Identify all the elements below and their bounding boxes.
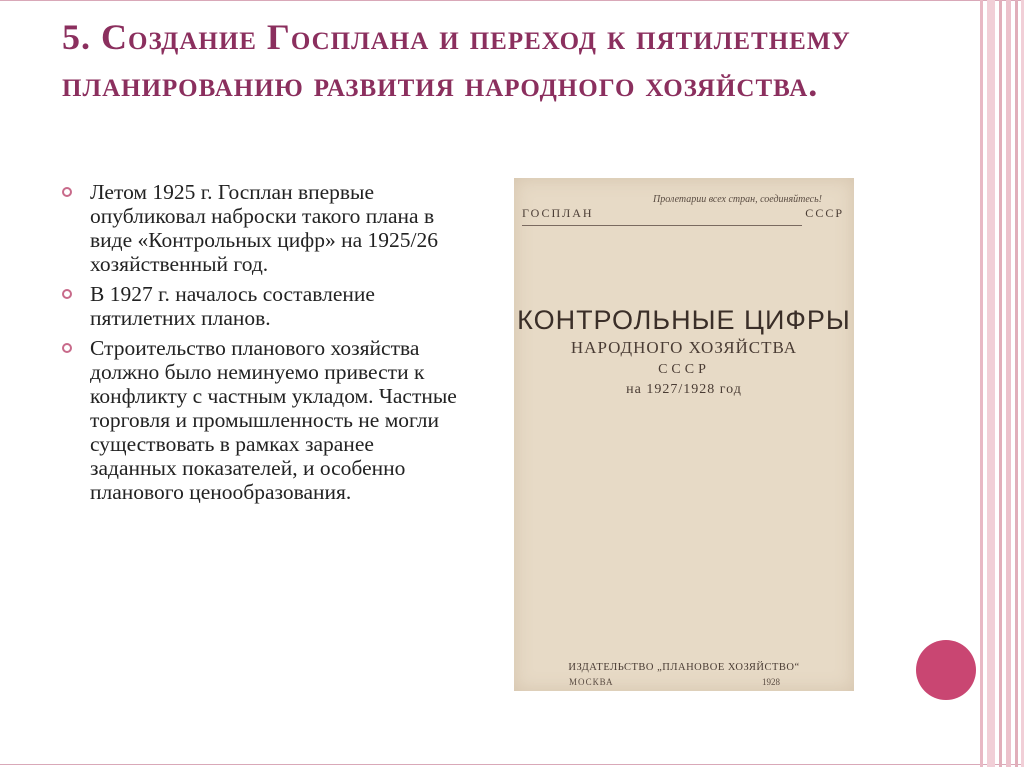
cover-pub-year: 1928: [762, 677, 780, 687]
decorative-stripes: [980, 0, 1024, 767]
cover-org: ГОСПЛАН СССР: [522, 206, 844, 220]
cover-rule: [522, 225, 802, 226]
bullet-list: [62, 180, 462, 510]
bullet-circle-icon: [62, 187, 72, 197]
cover-title: КОНТРОЛЬНЫЕ ЦИФРЫ: [517, 305, 851, 335]
decorative-circle: [916, 640, 976, 700]
cover-country: СССР: [658, 362, 710, 377]
list-item: [62, 282, 462, 330]
bullet-circle-icon: [62, 289, 72, 299]
list-item: [62, 336, 462, 504]
book-cover-image: [514, 178, 854, 691]
cover-city: МОСКВА: [569, 677, 614, 687]
bullet-text: Летом 1925 г. Госплан впервые опубликовал наброски такого плана в виде «Контрольных цифр» на 1925/26 хозяйственный год.: [90, 180, 438, 276]
top-border: [0, 0, 1024, 1]
list-item: [62, 180, 462, 276]
cover-subtitle: НАРОДНОГО ХОЗЯЙСТВА: [570, 338, 798, 357]
cover-slogan: Пролетарии всех стран, соединяйтесь!: [652, 194, 822, 205]
slide-title: 5. Создание Госплана и переход к пятилетнему планированию развития народного хозяйства.: [62, 17, 851, 104]
bullet-text: Строительство планового хозяйства должно было неминуемо привести к конфликту с частным укладом. Частные торговля и промышленность не могли существовать в рамках заранее заданных показателей, и особенно планового ценообразования.: [90, 336, 457, 504]
bullet-circle-icon: [62, 343, 72, 353]
cover-year-line: на 1927/1928 год: [626, 382, 742, 397]
cover-publisher: ИЗДАТЕЛЬСТВО „ПЛАНОВОЕ ХОЗЯЙСТВО“: [568, 662, 800, 673]
bottom-border: [0, 764, 1024, 765]
bullet-text: В 1927 г. началось составление пятилетних планов.: [90, 282, 375, 330]
